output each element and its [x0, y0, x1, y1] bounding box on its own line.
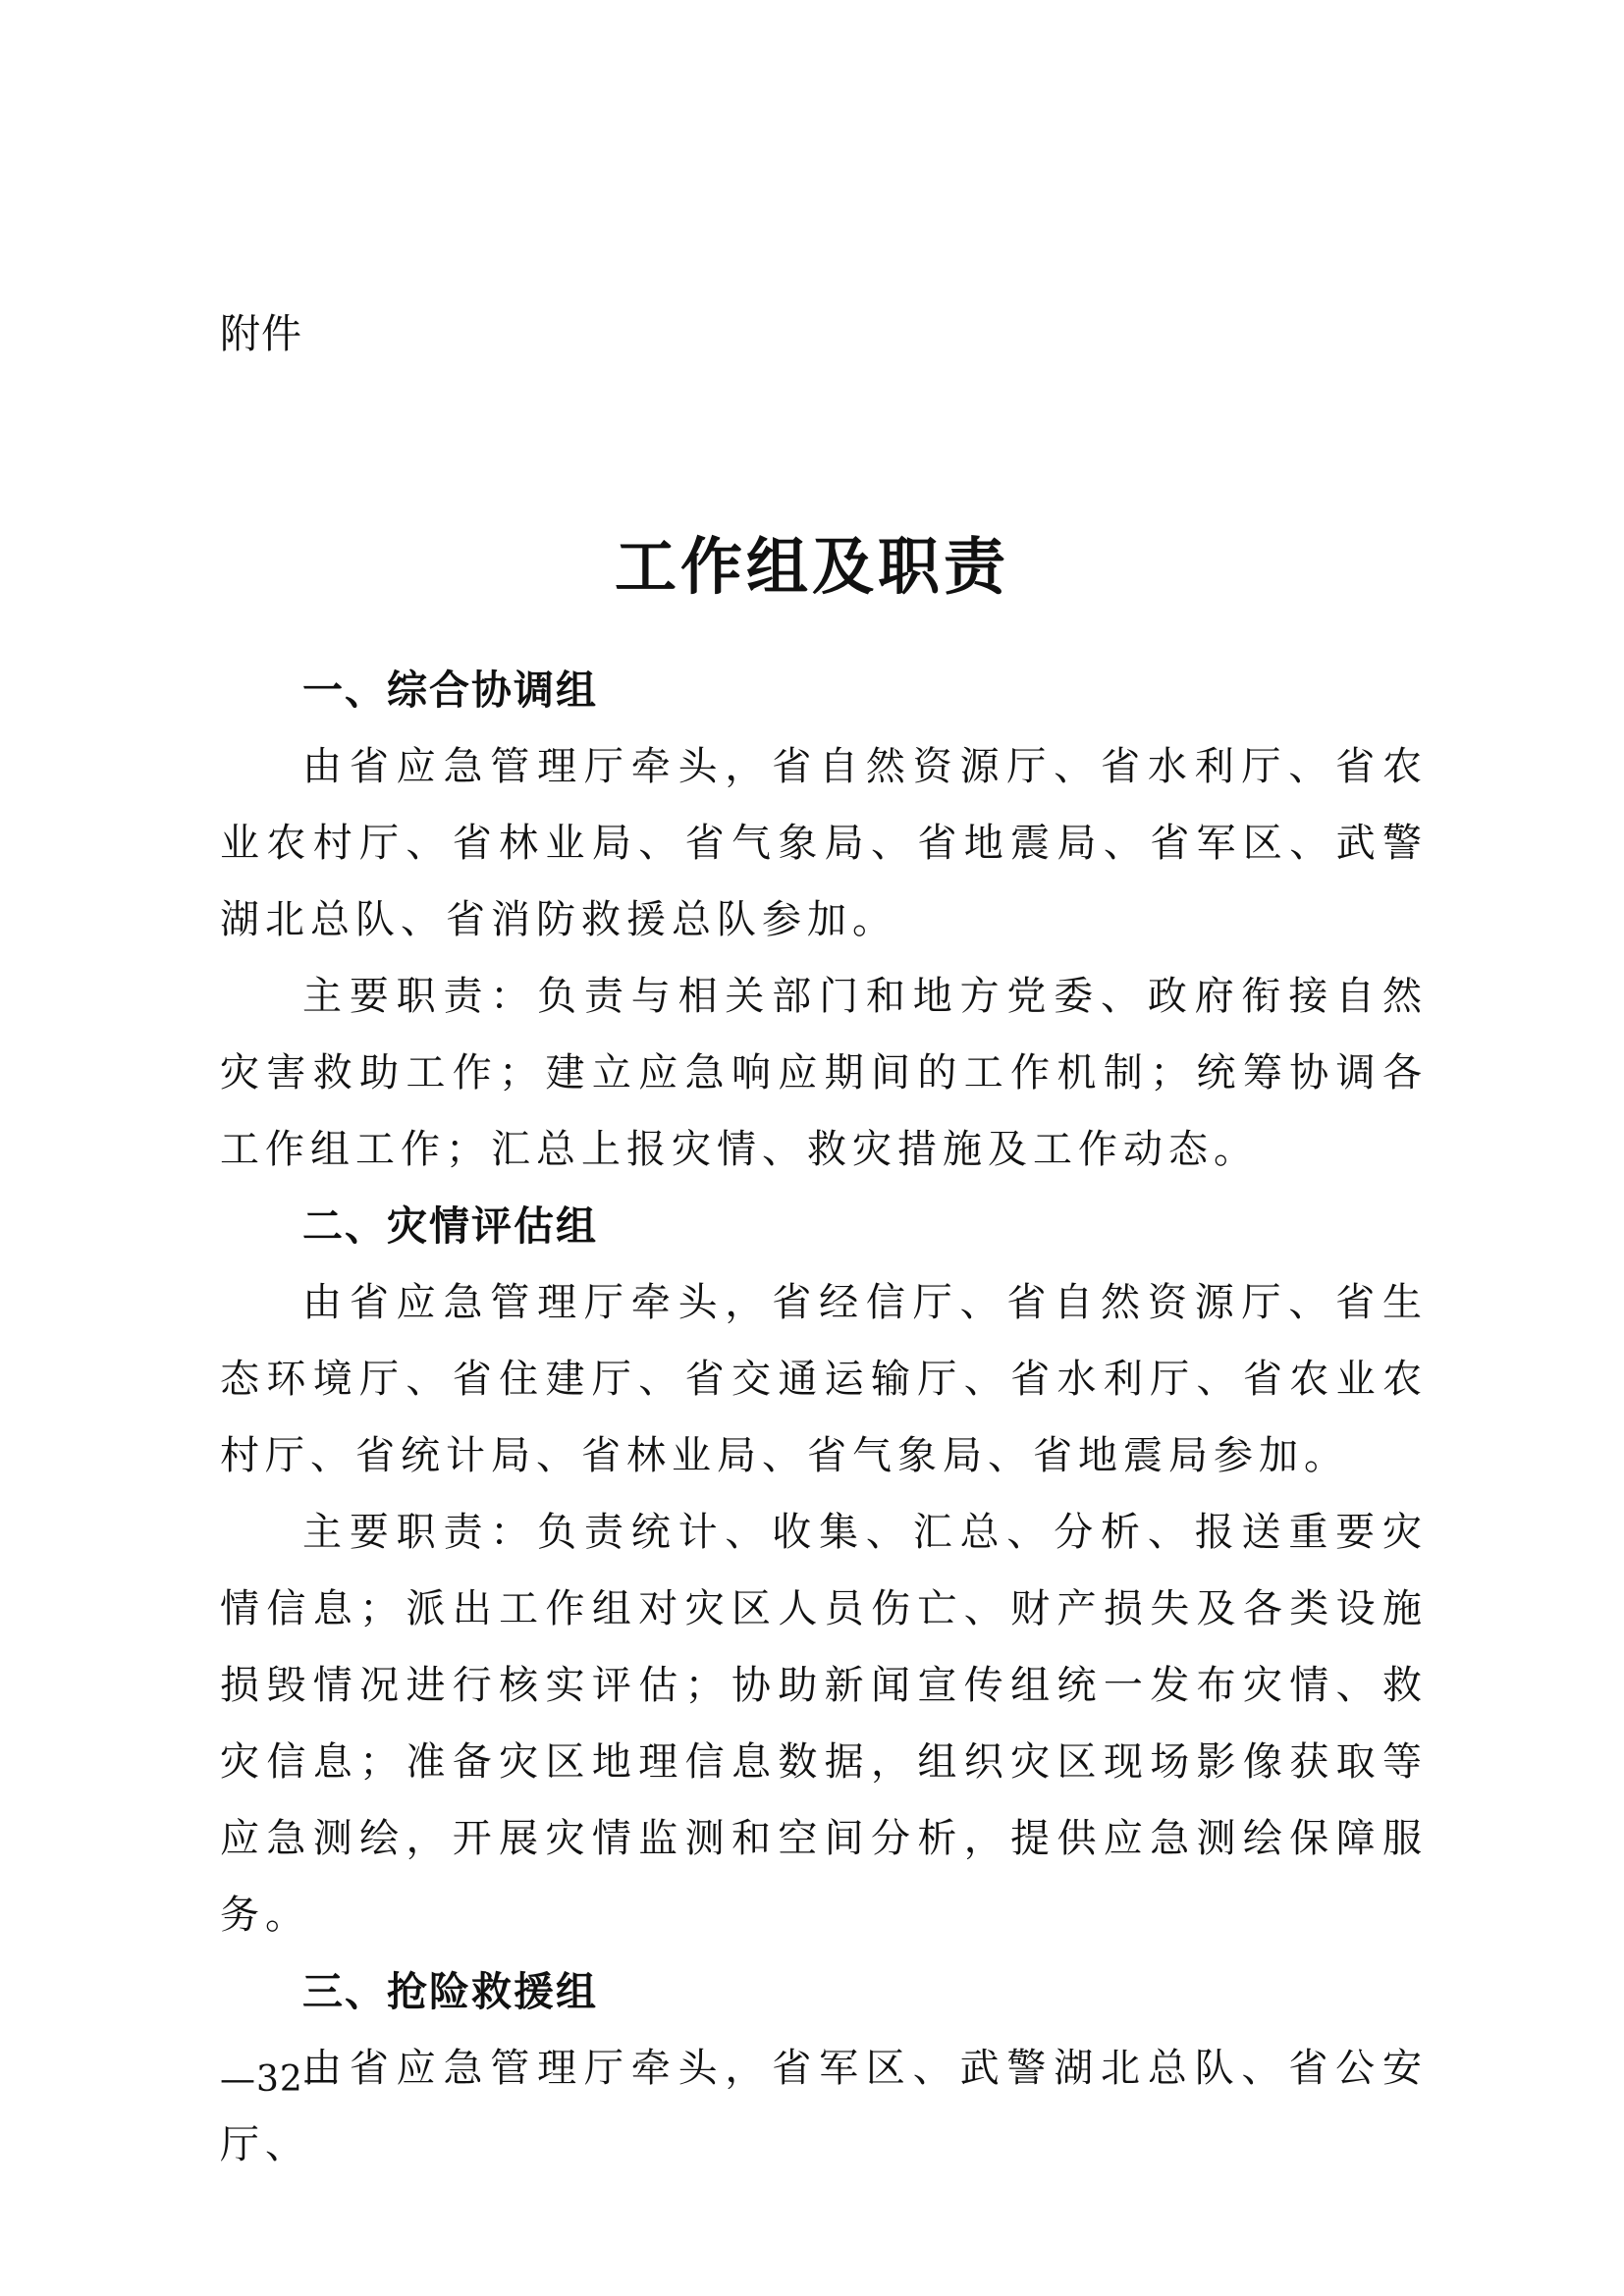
section-paragraph: 由省应急管理厅牵头，省自然资源厅、省水利厅、省农业农村厅、省林业局、省气象局、省地震局、省军区、武警湖北总队、省消防救援总队参加。	[220, 744, 1428, 942]
section-rescue	[220, 1953, 1428, 2183]
attachment-label: 附件	[220, 310, 302, 357]
page-number: —32—	[220, 2059, 340, 2100]
page-title: 工作组及职责	[615, 530, 1009, 604]
section-heading: 三、抢险救援组	[302, 1968, 598, 2015]
section-paragraph: 主要职责：负责统计、收集、汇总、分析、报送重要灾情信息；派出工作组对灾区人员伤亡、财产损失及各类设施损毁情况进行核实评估；协助新闻宣传组统一发布灾情、救灾信息；准备灾区地理信息数据，组织灾区现场影像获取等应急测绘，开展灾情监测和空间分析，提供应急测绘保障服务。	[220, 1510, 1428, 1938]
section-heading: 二、灾情评估组	[302, 1202, 598, 1250]
section-paragraph: 由省应急管理厅牵头，省军区、武警湖北总队、省公安厅、	[220, 2046, 1428, 2167]
section-comprehensive-coordination	[220, 652, 1428, 1188]
document-body	[220, 652, 1428, 2183]
section-heading: 一、综合协调组	[302, 667, 598, 714]
section-paragraph: 主要职责：负责与相关部门和地方党委、政府衔接自然灾害救助工作；建立应急响应期间的工作机制；统筹协调各工作组工作；汇总上报灾情、救灾措施及工作动态。	[220, 974, 1428, 1172]
section-paragraph: 由省应急管理厅牵头，省经信厅、省自然资源厅、省生态环境厅、省住建厅、省交通运输厅、省水利厅、省农业农村厅、省统计局、省林业局、省气象局、省地震局参加。	[220, 1280, 1428, 1478]
section-disaster-assessment	[220, 1188, 1428, 1953]
